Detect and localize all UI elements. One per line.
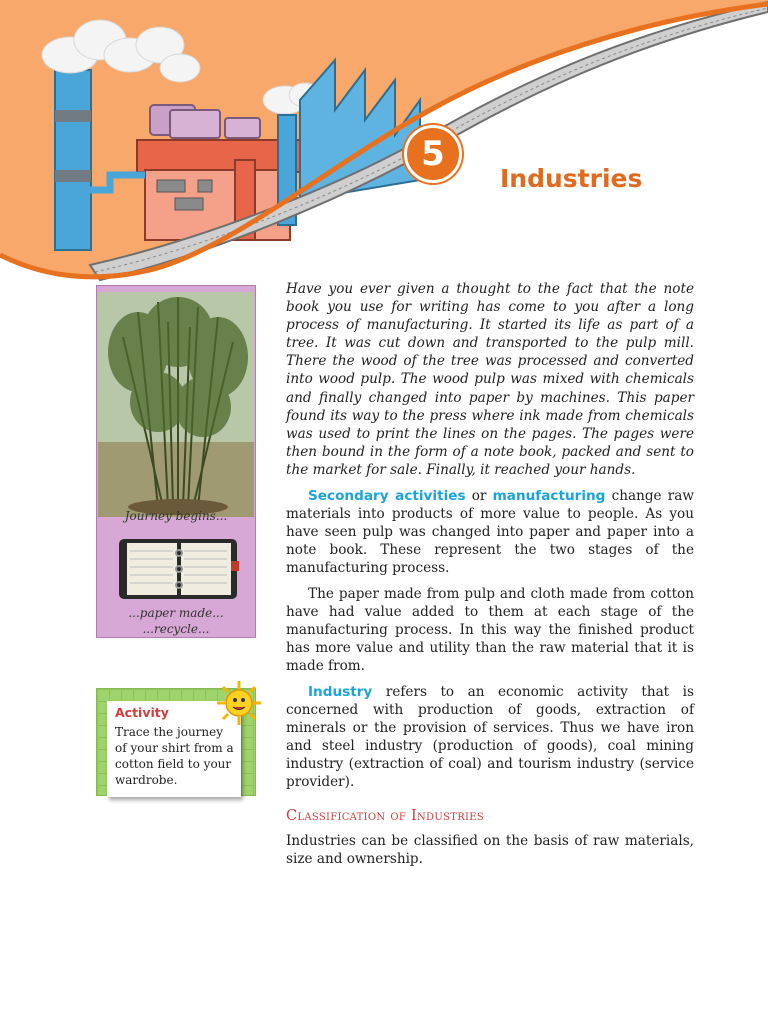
figure-caption-3: ...recycle... xyxy=(142,622,210,636)
keyword-secondary-activities: Secondary activities xyxy=(308,488,466,504)
chapter-number-badge: 5 xyxy=(404,125,462,183)
keyword-industry: Industry xyxy=(308,684,373,700)
paragraph-secondary-activities xyxy=(286,487,694,577)
section-text: Industries can be classified on the basis of raw materials, size and ownership. xyxy=(286,833,694,868)
paragraph-industry-definition xyxy=(286,683,694,792)
paragraph-body: refers to an economic activity that is concerned with production of goods, extraction of minerals or the provision of services. Thus we have iron and steel industry (production of goods), coal mining industry (extraction of coal) and tourism industry (service provider). xyxy=(286,684,694,791)
intro-paragraph: Have you ever given a thought to the fact that the note book you use for writing has come to you after a long process of manufacturing. It started its life as part of a tree. It was cut down and transported to the pulp mill. There the wood of the tree was processed and converted into wood pulp. The wood pulp was mixed with chemicals and finally changed into paper by machines. This paper found its way to the press where ink made from chemicals was used to print the lines on the pages. The pages were then bound in the form of a note book, packed and sent to the market for sale. Finally, it reached your hands. xyxy=(286,281,694,478)
figure-caption-1: Journey begins... xyxy=(124,509,228,523)
paragraph-value-added: The paper made from pulp and cloth made from cotton have had value added to them at each stage of the manufacturing process. In this way the finished product has more value and utility than the raw material that it is made from. xyxy=(286,586,694,675)
section-heading: Classification of Industries xyxy=(286,808,485,824)
figure-panel xyxy=(96,285,256,638)
figure-caption-2: ...paper made... xyxy=(128,606,224,620)
activity-label: Activity xyxy=(115,705,169,720)
paragraph-body: change raw materials into products of more value to people. As you have seen pulp was changed into paper and paper into a note book. These represent the two stages of the manufacturing process. xyxy=(286,488,694,577)
sun-mascot-icon xyxy=(216,680,262,726)
bamboo-photo xyxy=(98,292,254,517)
chapter-title: Industries xyxy=(500,164,643,193)
activity-text: Trace the journey of your shirt from a cotton field to your wardrobe. xyxy=(115,725,234,787)
factory-header-illustration xyxy=(0,0,768,290)
keyword-manufacturing: manufacturing xyxy=(492,488,606,504)
notebook-illustration xyxy=(115,531,245,606)
paragraph-connector: or xyxy=(465,488,493,504)
